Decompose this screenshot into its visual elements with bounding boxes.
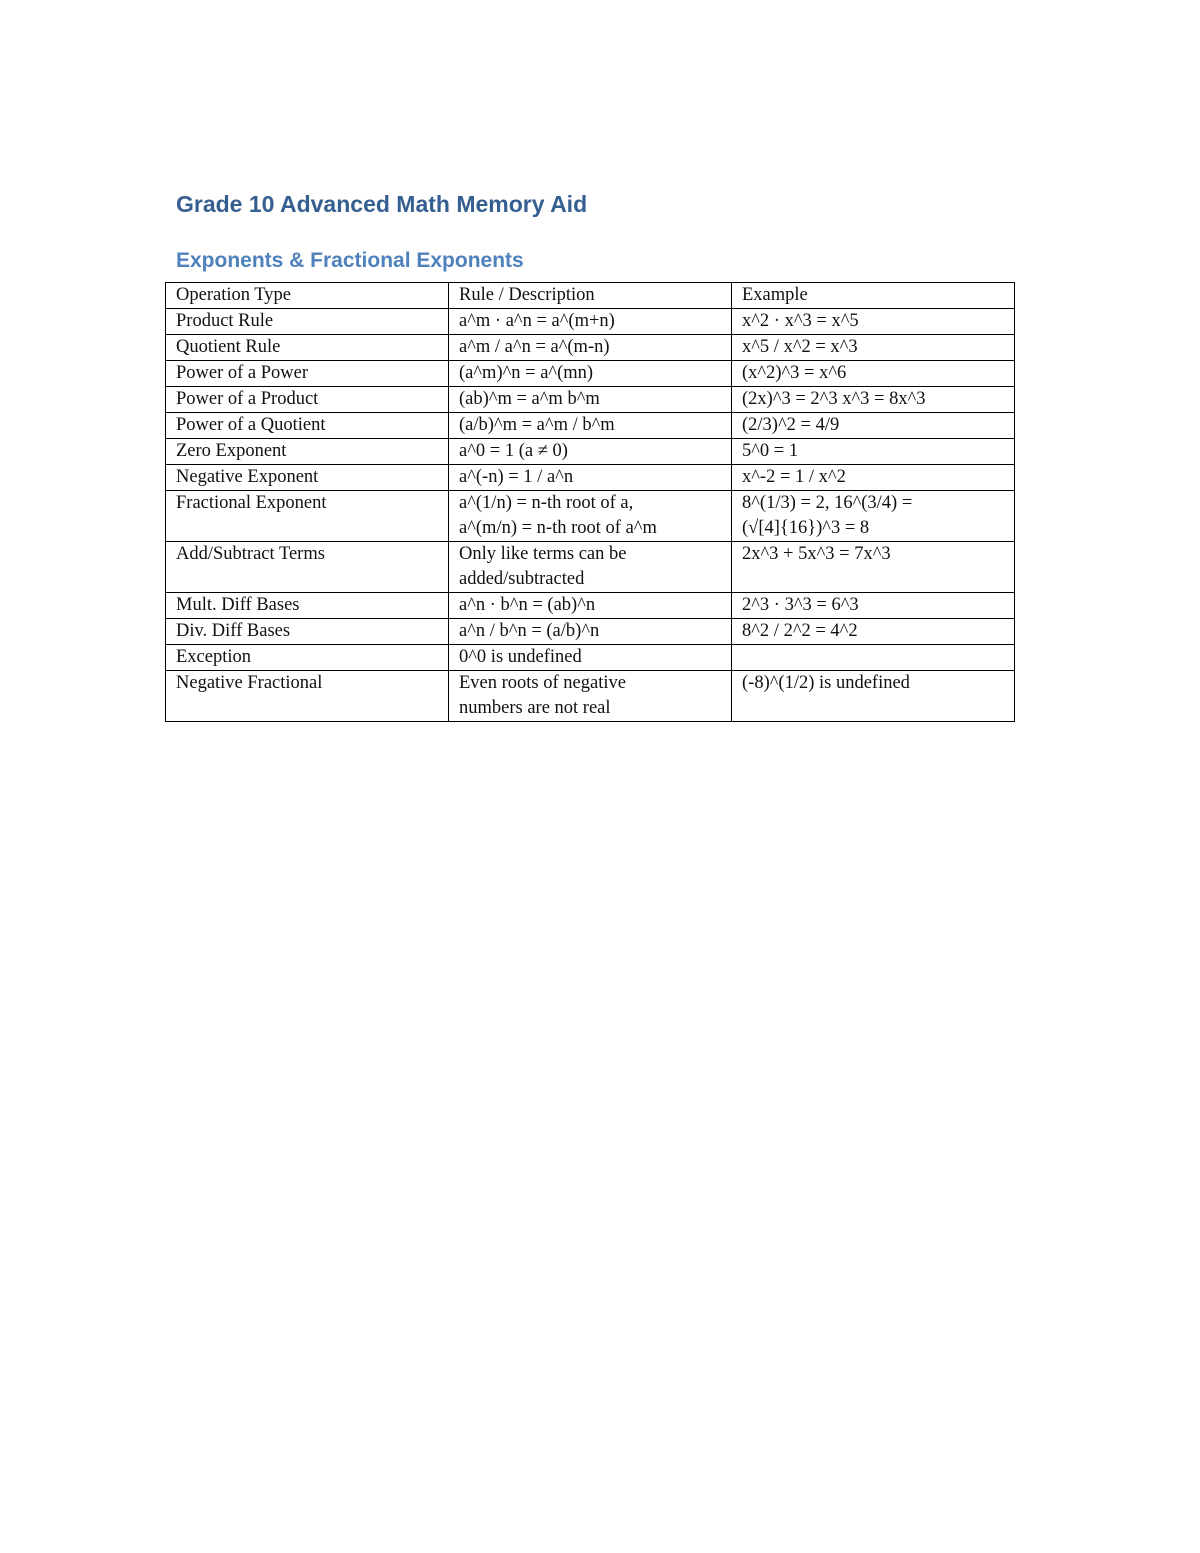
table-row xyxy=(166,465,1015,491)
rule-cell: a^m · a^n = a^(m+n) xyxy=(449,309,732,335)
rule-cell: a^(-n) = 1 / a^n xyxy=(449,465,732,491)
operation-type-cell: Negative Exponent xyxy=(166,465,449,491)
operation-type-cell: Power of a Product xyxy=(166,387,449,413)
example-cell: 2^3 · 3^3 = 6^3 xyxy=(732,593,1015,619)
example-cell: 8^(1/3) = 2, 16^(3/4) = (√[4]{16})^3 = 8 xyxy=(732,491,1015,542)
rule-cell: a^0 = 1 (a ≠ 0) xyxy=(449,439,732,465)
example-cell: (-8)^(1/2) is undefined xyxy=(732,671,1015,722)
header-operation-type: Operation Type xyxy=(166,283,449,309)
table-row xyxy=(166,491,1015,542)
example-cell: (2/3)^2 = 4/9 xyxy=(732,413,1015,439)
operation-type-cell: Product Rule xyxy=(166,309,449,335)
table-row xyxy=(166,439,1015,465)
operation-type-cell: Power of a Quotient xyxy=(166,413,449,439)
operation-type-cell: Quotient Rule xyxy=(166,335,449,361)
section-heading: Exponents & Fractional Exponents xyxy=(176,249,524,272)
example-cell: (2x)^3 = 2^3 x^3 = 8x^3 xyxy=(732,387,1015,413)
example-cell: 8^2 / 2^2 = 4^2 xyxy=(732,619,1015,645)
table-row xyxy=(166,387,1015,413)
table-row xyxy=(166,645,1015,671)
header-rule-description: Rule / Description xyxy=(449,283,732,309)
rule-cell: 0^0 is undefined xyxy=(449,645,732,671)
document-title: Grade 10 Advanced Math Memory Aid xyxy=(176,191,588,217)
operation-type-cell: Add/Subtract Terms xyxy=(166,542,449,593)
rule-cell: a^(1/n) = n-th root of a, a^(m/n) = n-th root of a^m xyxy=(449,491,732,542)
table-row xyxy=(166,671,1015,722)
table-row xyxy=(166,542,1015,593)
header-example: Example xyxy=(732,283,1015,309)
table-row xyxy=(166,309,1015,335)
table-header-row xyxy=(166,283,1015,309)
rule-cell: (a/b)^m = a^m / b^m xyxy=(449,413,732,439)
operation-type-cell: Fractional Exponent xyxy=(166,491,449,542)
table-row xyxy=(166,619,1015,645)
operation-type-cell: Exception xyxy=(166,645,449,671)
operation-type-cell: Mult. Diff Bases xyxy=(166,593,449,619)
rule-cell: Only like terms can be added/subtracted xyxy=(449,542,732,593)
rule-cell: (a^m)^n = a^(mn) xyxy=(449,361,732,387)
rule-cell: a^m / a^n = a^(m-n) xyxy=(449,335,732,361)
rule-cell: (ab)^m = a^m b^m xyxy=(449,387,732,413)
operation-type-cell: Power of a Power xyxy=(166,361,449,387)
example-cell: 5^0 = 1 xyxy=(732,439,1015,465)
example-cell: x^5 / x^2 = x^3 xyxy=(732,335,1015,361)
table-row xyxy=(166,413,1015,439)
table-row xyxy=(166,361,1015,387)
rule-cell: Even roots of negative numbers are not real xyxy=(449,671,732,722)
table-row xyxy=(166,335,1015,361)
rule-cell: a^n / b^n = (a/b)^n xyxy=(449,619,732,645)
example-cell xyxy=(732,645,1015,671)
example-cell: (x^2)^3 = x^6 xyxy=(732,361,1015,387)
operation-type-cell: Zero Exponent xyxy=(166,439,449,465)
example-cell: x^-2 = 1 / x^2 xyxy=(732,465,1015,491)
operation-type-cell: Div. Diff Bases xyxy=(166,619,449,645)
example-cell: x^2 · x^3 = x^5 xyxy=(732,309,1015,335)
exponent-rules-table xyxy=(165,282,1015,722)
table-row xyxy=(166,593,1015,619)
example-cell: 2x^3 + 5x^3 = 7x^3 xyxy=(732,542,1015,593)
rule-cell: a^n · b^n = (ab)^n xyxy=(449,593,732,619)
operation-type-cell: Negative Fractional xyxy=(166,671,449,722)
